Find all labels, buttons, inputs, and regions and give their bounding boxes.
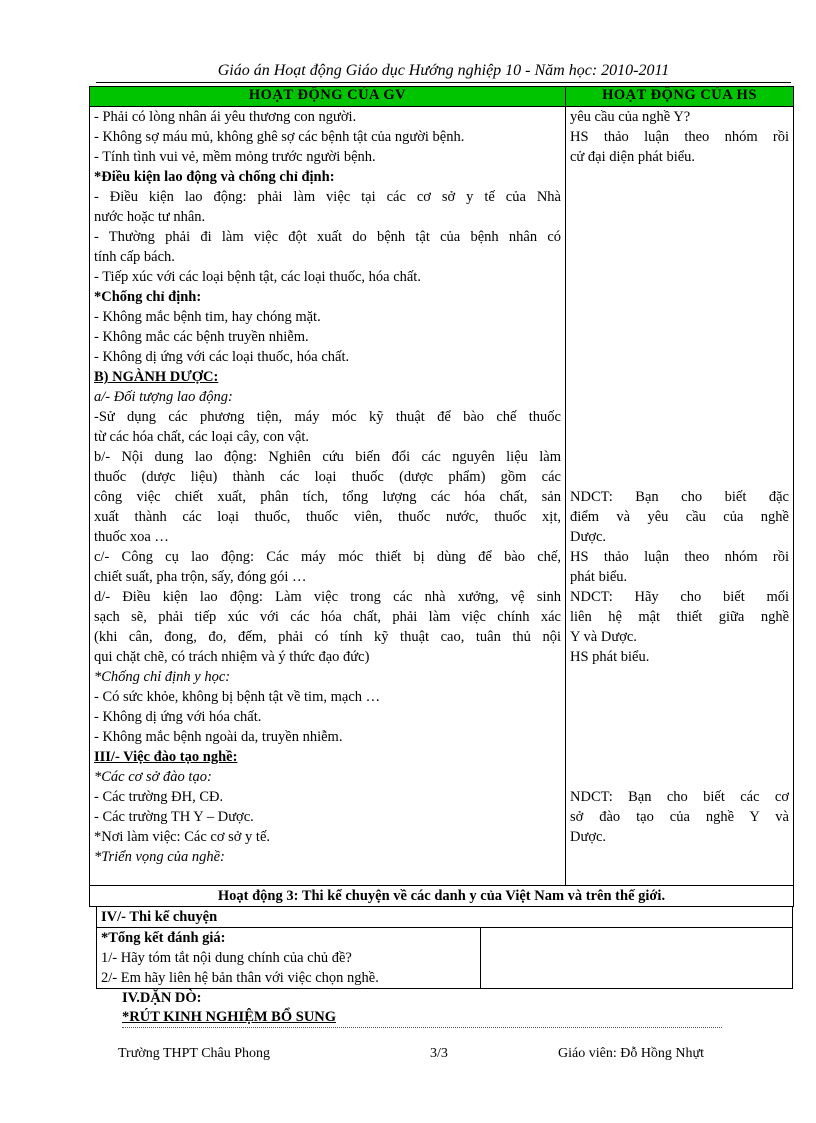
gv-line: -Sử dụng các phương tiện, máy móc kỹ thuật để bào chế thuốc	[94, 409, 561, 425]
gv-line: - Tính tình vui vẻ, mềm mỏng trước người bệnh.	[94, 149, 376, 165]
gv-line: qui chặt chẽ, có trách nhiệm và ý thức đạo đức)	[94, 649, 370, 665]
gv-line: công việc chiết xuất, phân tích, tổng lượng các hóa chất, sản	[94, 489, 561, 505]
hs-line: NDCT: Bạn cho biết các cơ	[570, 789, 789, 805]
header-rule	[96, 82, 791, 83]
footer-page-number: 3/3	[430, 1046, 448, 1061]
hs-line: liên hệ mật thiết giữa nghề	[570, 609, 789, 625]
page-header: Giáo án Hoạt động Giáo dục Hướng nghiệp 10 - Năm học: 2010-2011	[217, 62, 670, 79]
gv-line: - Thường phải đi làm việc đột xuất do bệnh tật của bệnh nhân có	[94, 229, 561, 245]
gv-line: b/- Nội dung lao động: Nghiên cứu biến đổi các nguyên liệu làm	[94, 449, 561, 465]
summary-question: 2/- Em hãy liên hệ bản thân với việc chọn nghề.	[101, 970, 379, 986]
gv-line: - Phải có lòng nhân ái yêu thương con người.	[94, 109, 357, 125]
gv-line: từ các hóa chất, các loại cây, con vật.	[94, 429, 310, 445]
summary-cell	[97, 928, 481, 989]
summary-heading: *Tổng kết đánh giá:	[101, 930, 226, 946]
footer-teacher: Giáo viên: Đỗ Hồng Nhựt	[558, 1046, 705, 1061]
gv-heading: *Chống chỉ định:	[94, 289, 202, 305]
gv-line: - Các trường ĐH, CĐ.	[94, 789, 224, 805]
hs-line: Y và Dược.	[570, 629, 637, 645]
dotted-line	[122, 1027, 722, 1028]
gv-line: - Các trường TH Y – Dược.	[94, 809, 254, 825]
hs-line: NDCT: Bạn cho biết đặc	[570, 489, 789, 505]
gv-line: - Không sợ máu mủ, không ghê sợ các bệnh tật của người bệnh.	[94, 129, 465, 145]
gv-subheading: a/- Đối tượng lao động:	[94, 389, 233, 405]
dan-do-heading: IV.DẶN DÒ:	[122, 990, 202, 1006]
gv-line: d/- Điều kiện lao động: Làm việc trong các nhà xưởng, vệ sinh	[94, 589, 561, 605]
gv-cell	[90, 107, 566, 886]
gv-line: tính cấp bách.	[94, 249, 175, 265]
gv-line: thuốc xoa …	[94, 529, 169, 545]
hs-line: HS thảo luận theo nhóm rồi	[570, 549, 789, 565]
column-header-hs: HOẠT ĐỘNG CỦA HS	[566, 87, 794, 107]
footer-school: Trường THPT Châu Phong	[118, 1046, 271, 1061]
gv-heading: *Điều kiện lao động và chống chỉ định:	[94, 169, 335, 185]
summary-question: 1/- Hãy tóm tắt nội dung chính của chủ đề?	[101, 950, 352, 966]
lesson-table	[89, 86, 794, 907]
hs-line: HS phát biểu.	[570, 649, 650, 665]
hs-line: cử đại diện phát biểu.	[570, 149, 696, 165]
gv-line: - Không mắc bệnh ngoài da, truyền nhiễm.	[94, 729, 343, 745]
gv-line: nước hoặc tư nhân.	[94, 209, 206, 225]
gv-line: c/- Công cụ lao động: Các máy móc thiết bị dùng để bào chế,	[94, 549, 561, 565]
column-header-gv: HOẠT ĐỘNG CỦA GV	[90, 87, 566, 107]
gv-subheading: *Các cơ sở đào tạo:	[94, 769, 212, 785]
summary-empty-cell	[481, 928, 793, 989]
gv-line: - Không mắc bệnh tim, hay chóng mặt.	[94, 309, 321, 325]
summary-table	[96, 906, 793, 989]
gv-line: - Không dị ứng với các loại thuốc, hóa chất.	[94, 349, 350, 365]
hs-line: HS thảo luận theo nhóm rồi	[570, 129, 789, 145]
gv-line: sạch sẽ, phải tiếp xúc với các hóa chất, phải làm việc chính xác	[94, 609, 561, 625]
hs-line: điểm và yêu cầu của nghề	[570, 509, 789, 525]
hs-line: phát biểu.	[570, 569, 628, 585]
storytelling-heading: IV/- Thi kể chuyện	[97, 907, 793, 928]
gv-line: thuốc (dược liệu) thành các loại thuốc (dược phẩm) gồm các	[94, 469, 561, 485]
hs-cell	[566, 107, 794, 886]
gv-line: - Điều kiện lao động: phải làm việc tại các cơ sở y tế của Nhà	[94, 189, 561, 205]
gv-line: - Có sức khỏe, không bị bệnh tật về tim, mạch …	[94, 689, 381, 705]
gv-line: *Nơi làm việc: Các cơ sở y tế.	[94, 829, 271, 845]
gv-line: chiết suất, pha trộn, sấy, đóng gói …	[94, 569, 307, 585]
hs-line: Dược.	[570, 529, 607, 545]
gv-line: xuất thành các loại thuốc, thuốc viên, thuốc nước, thuốc xịt,	[94, 509, 561, 525]
gv-line: - Không dị ứng với hóa chất.	[94, 709, 262, 725]
hs-line: NDCT: Hãy cho biết mối	[570, 589, 789, 605]
section-heading-nganh-duoc: B) NGÀNH DƯỢC:	[94, 369, 219, 385]
hs-line: yêu cầu của nghề Y?	[570, 109, 691, 125]
gv-line: - Tiếp xúc với các loại bệnh tật, các loại thuốc, hóa chất.	[94, 269, 421, 285]
section-heading-dao-tao: III/- Việc đào tạo nghề:	[94, 749, 238, 765]
rut-kinh-nghiem-heading: *RÚT KINH NGHIỆM BỔ SUNG	[122, 1009, 337, 1025]
gv-subheading: *Triển vọng của nghề:	[94, 849, 225, 865]
gv-subheading: *Chống chỉ định y học:	[94, 669, 231, 685]
hs-line: sở đào tạo của nghề Y và	[570, 809, 789, 825]
hs-line: Dược.	[570, 829, 607, 845]
gv-line: - Không mắc các bệnh truyền nhiễm.	[94, 329, 309, 345]
gv-line: (khi cân, đong, đo, đếm, phải có tính kỹ thuật cao, tuân thủ nội	[94, 629, 561, 645]
activity-3-title: Hoạt động 3: Thi kể chuyện về các danh y của Việt Nam và trên thế giới.	[90, 886, 794, 907]
